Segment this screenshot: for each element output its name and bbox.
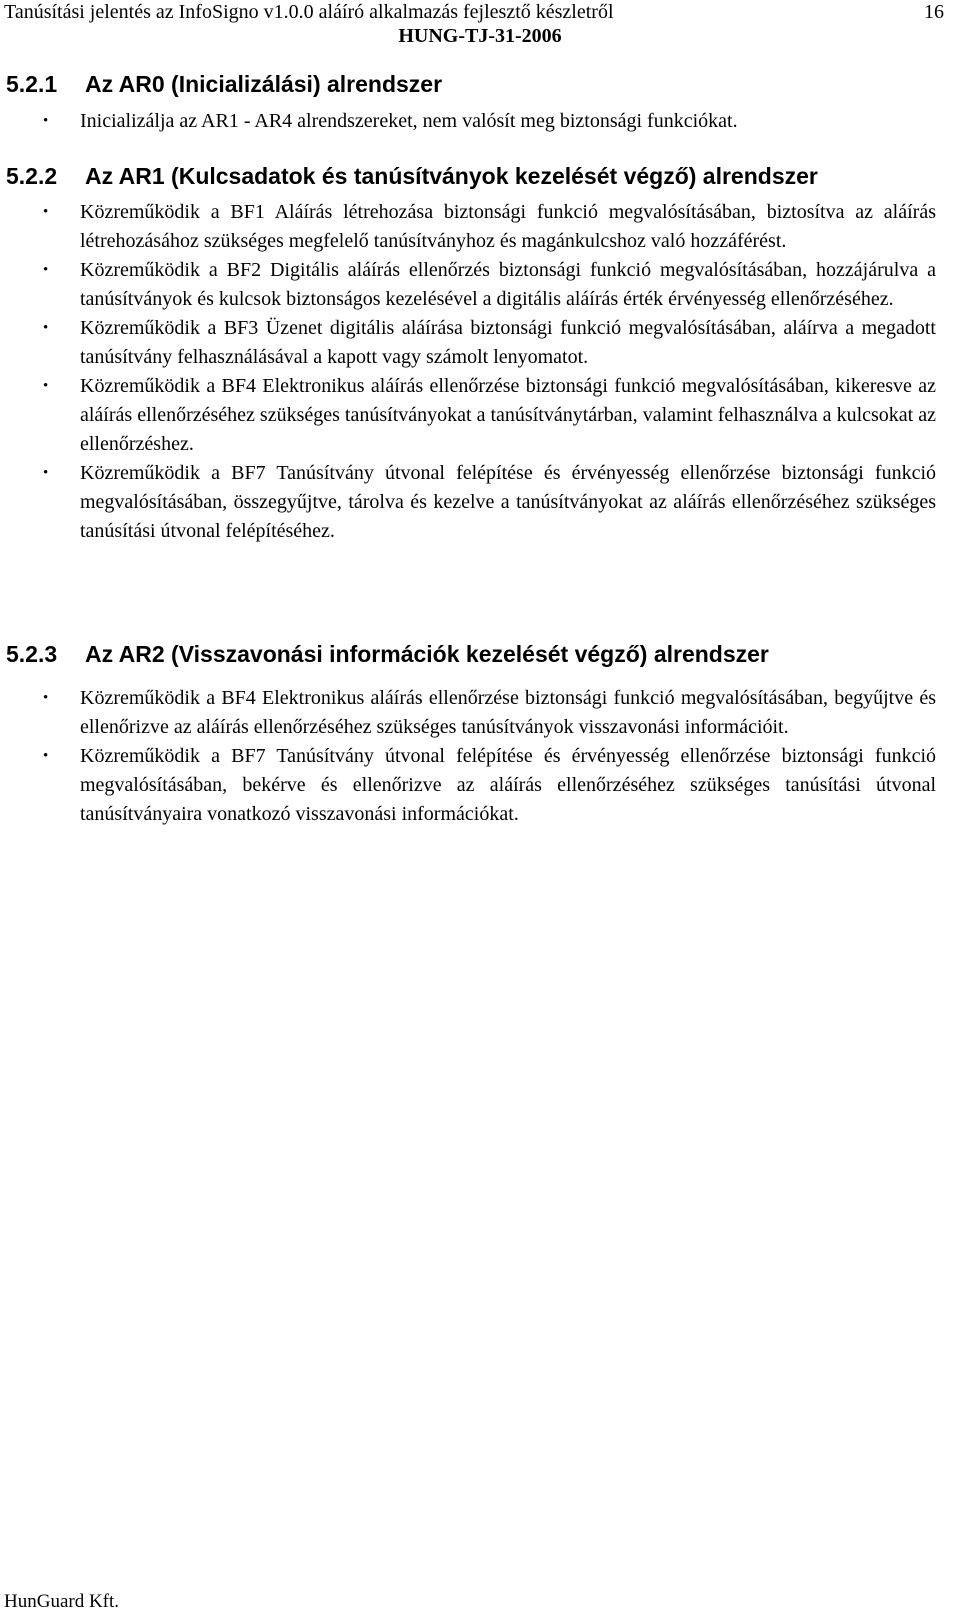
list-item-text: Inicializálja az AR1 - AR4 alrendszereket, nem valósít meg biztonsági funkciókat. bbox=[80, 110, 738, 132]
list-item-text: Közreműködik a BF1 Aláírás létrehozása biztonsági funkció megvalósításában, biztosítva az aláírás létrehozásához szükséges megfelelő tanúsítványhoz és magánkulcshoz való hozzáférést. bbox=[80, 201, 936, 252]
list-item-text: Közreműködik a BF7 Tanúsítvány útvonal felépítése és érvényesség ellenőrzése biztonsági funkció megvalósításában, bekérve és ellenőrizve az aláírás ellenőrzéséhez szükséges tanúsítási útvonal tanúsítványaira vonatkozó visszavonási információkat. bbox=[80, 745, 936, 825]
bullet-icon: • bbox=[43, 378, 49, 394]
section-title: Az AR0 (Inicializálási) alrendszer bbox=[85, 71, 443, 97]
bullet-icon: • bbox=[43, 204, 49, 220]
list-item-text: Közreműködik a BF3 Üzenet digitális aláírása biztonsági funkció megvalósításában, aláírva a megadott tanúsítvány felhasználásával a kapott vagy számolt lenyomatot. bbox=[80, 317, 936, 368]
list-item bbox=[0, 107, 960, 136]
list-item bbox=[0, 742, 960, 829]
page-number: 16 bbox=[924, 1, 944, 23]
document-id: HUNG-TJ-31-2006 bbox=[398, 25, 562, 47]
section-title: Az AR2 (Visszavonási információk kezelését végző) alrendszer bbox=[85, 641, 769, 667]
list-item bbox=[0, 314, 960, 372]
section-heading-5-2-1 bbox=[6, 70, 442, 98]
list-item bbox=[0, 372, 960, 459]
list-item-text: Közreműködik a BF4 Elektronikus aláírás ellenőrzése biztonsági funkció megvalósításában, kikeresve az aláírás ellenőrzéséhez szükséges tanúsítványokat a tanúsítványtárban, valamint felhasználva a kulcsokat az ellenőrzéshez. bbox=[80, 375, 936, 455]
page-footer: HunGuard Kft. bbox=[4, 1591, 120, 1612]
page-header bbox=[4, 0, 954, 24]
list-item-text: Közreműködik a BF7 Tanúsítvány útvonal felépítése és érvényesség ellenőrzése biztonsági funkció megvalósításában, összegyűjtve, tárolva és kezelve a tanúsítványokat az aláírás ellenőrzéséhez szükséges tanúsítási útvonal felépítéséhez. bbox=[80, 462, 936, 542]
bullet-list-5-2-1 bbox=[0, 107, 960, 136]
bullet-icon: • bbox=[43, 320, 49, 336]
section-heading-5-2-2 bbox=[6, 162, 818, 190]
bullet-icon: • bbox=[43, 262, 49, 278]
list-item bbox=[0, 256, 960, 314]
bullet-icon: • bbox=[43, 690, 49, 706]
section-title: Az AR1 (Kulcsadatok és tanúsítványok kezelését végző) alrendszer bbox=[85, 163, 818, 189]
bullet-icon: • bbox=[43, 748, 49, 764]
document-title: Tanúsítási jelentés az InfoSigno v1.0.0 aláíró alkalmazás fejlesztő készletről bbox=[4, 1, 614, 23]
bullet-icon: • bbox=[43, 465, 49, 481]
bullet-list-5-2-3 bbox=[0, 684, 960, 829]
section-number: 5.2.1 bbox=[6, 71, 58, 97]
list-item bbox=[0, 198, 960, 256]
bullet-list-5-2-2 bbox=[0, 198, 960, 546]
section-heading-5-2-3 bbox=[6, 640, 769, 668]
list-item bbox=[0, 459, 960, 546]
list-item-text: Közreműködik a BF4 Elektronikus aláírás ellenőrzése biztonsági funkció megvalósításában, begyűjtve és ellenőrizve az aláírás ellenőrzéséhez szükséges tanúsítványok visszavonási információit. bbox=[80, 687, 936, 738]
list-item-text: Közreműködik a BF2 Digitális aláírás ellenőrzés biztonsági funkció megvalósításában, hozzájárulva a tanúsítványok és kulcsok biztonságos kezelésével a digitális aláírás érték érvényesség ellenőrzéséhez. bbox=[80, 259, 936, 310]
section-number: 5.2.3 bbox=[6, 641, 58, 667]
section-number: 5.2.2 bbox=[6, 163, 58, 189]
bullet-icon: • bbox=[43, 113, 49, 129]
list-item bbox=[0, 684, 960, 742]
